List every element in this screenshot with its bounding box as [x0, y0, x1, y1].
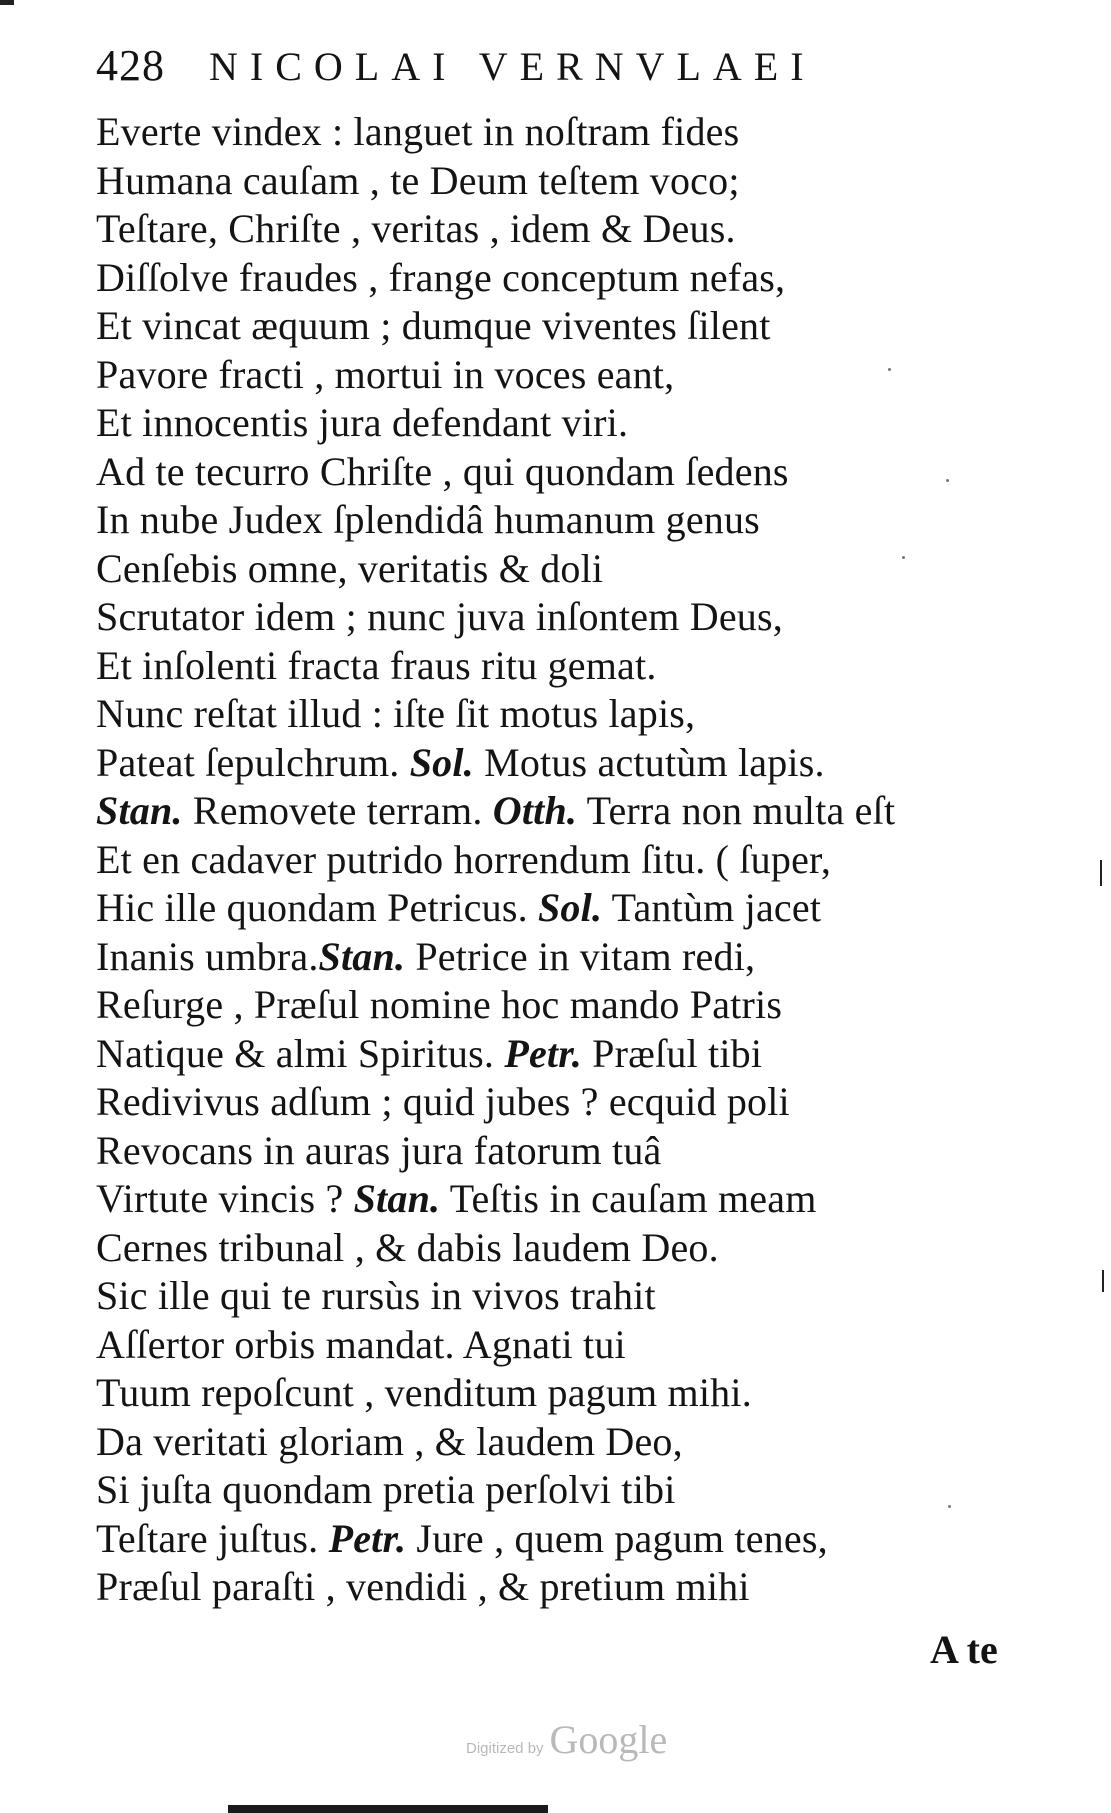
verse-text-segment: Redivivus adſum ; quid jubes ? ecquid poli	[96, 1079, 790, 1124]
speaker-name: Otth.	[492, 788, 578, 833]
verse-text-segment: Et innocentis jura defendant viri.	[96, 400, 629, 445]
margin-mark	[1100, 860, 1102, 886]
margin-mark	[1102, 1270, 1104, 1292]
verse-line	[96, 690, 1026, 739]
verse-text-segment: Motus actutùm lapis.	[473, 739, 825, 785]
verse-text-segment: Natique & almi Spiritus.	[96, 1030, 505, 1076]
verse-line	[96, 1030, 1026, 1079]
verse-line	[96, 1272, 1026, 1321]
verse-line	[96, 884, 1026, 933]
verse-text-segment: Nunc reſtat illud : iſte ſit motus lapis,	[96, 691, 696, 736]
verse-text-segment: Teſtis in cauſam meam	[440, 1176, 817, 1221]
verse-text-segment: Aſſertor orbis mandat. Agnati tui	[96, 1321, 626, 1367]
page-number: 428	[96, 41, 165, 90]
verse-line	[96, 739, 1026, 788]
verse-line	[96, 302, 1026, 351]
watermark-label: Digitized by	[466, 1740, 544, 1757]
paper-speck	[948, 1505, 951, 1508]
verse-text-segment: Everte vindex : languet in noſtram fides	[96, 109, 740, 154]
verse-text-segment: Jure , quem pagum tenes,	[406, 1515, 828, 1561]
speaker-name: Petr.	[328, 1515, 407, 1561]
verse-text-segment: Terra non multa eſt	[577, 788, 896, 833]
verse-text-segment: Scrutator idem ; nunc juva inſontem Deus,	[96, 594, 783, 639]
verse-text-segment: Ad te tecurro Chriſte , qui quondam ſedens	[96, 448, 789, 494]
verse-text-segment: Præſul paraſti , vendidi , & pretium mihi	[96, 1564, 750, 1609]
verse-text-segment: Cernes tribunal , & dabis laudem Deo.	[96, 1224, 719, 1270]
verse-text-segment: Sic ille qui te rursùs in vivos trahit	[96, 1273, 656, 1318]
verse-text-segment: Et inſolenti fracta fraus ritu gemat.	[96, 642, 657, 688]
verse-text-segment: Pavore fracti , mortui in voces eant,	[96, 351, 675, 397]
catchword: A te	[930, 1627, 998, 1672]
verse-line	[96, 1127, 1026, 1176]
verse-text-segment: Da veritati gloriam , & laudem Deo,	[96, 1418, 683, 1464]
google-logo: Google	[549, 1717, 668, 1762]
verse-text-segment: Si juſta quondam pretia perſolvi tibi	[96, 1467, 676, 1512]
verse-line	[96, 254, 1026, 303]
running-head: NICOLAI VERNVLAEI	[209, 44, 816, 89]
verse-text-segment: Et vincat æquum ; dumque viventes ſilent	[96, 303, 771, 348]
verse-text-segment: Reſurge , Præſul nomine hoc mando Patris	[96, 982, 783, 1027]
verse-line	[96, 351, 1026, 400]
verse-text-segment: Virtute vincis ?	[96, 1176, 354, 1221]
verse-line	[96, 1175, 1026, 1224]
verse-line	[96, 399, 1026, 448]
verse-text	[96, 108, 1026, 1612]
verse-line	[96, 981, 1026, 1030]
speaker-name: Stan.	[318, 933, 406, 979]
verse-line	[96, 1224, 1026, 1273]
verse-line	[96, 1321, 1026, 1370]
verse-text-segment: Præſul tibi	[581, 1030, 763, 1076]
speaker-name: Stan.	[353, 1176, 441, 1221]
verse-line	[96, 1418, 1026, 1467]
verse-text-segment: Tuum repoſcunt , venditum pagum mihi.	[96, 1370, 752, 1415]
verse-line	[96, 1563, 1026, 1612]
paper-speck	[902, 556, 905, 559]
verse-text-segment: Petrice in vitam redi,	[405, 933, 756, 979]
digitized-watermark	[466, 1716, 667, 1763]
speaker-name: Sol.	[537, 885, 603, 930]
verse-text-segment: Teſtare juſtus.	[96, 1515, 329, 1561]
verse-line	[96, 157, 1026, 206]
verse-line	[96, 787, 1026, 836]
verse-text-segment: Cenſebis omne, veritatis & doli	[96, 545, 604, 591]
verse-line	[96, 836, 1026, 885]
verse-line	[96, 1515, 1026, 1564]
verse-line	[96, 1369, 1026, 1418]
verse-line	[96, 496, 1026, 545]
paper-speck	[946, 479, 949, 482]
verse-line	[96, 1078, 1026, 1127]
verse-text-segment: Diſſolve fraudes , frange conceptum nefas,	[96, 254, 786, 300]
verse-line	[96, 933, 1026, 982]
verse-text-segment: Inanis umbra.	[96, 933, 319, 979]
verse-line	[96, 1466, 1026, 1515]
verse-text-segment: In nube Judex ſplendidâ humanum genus	[96, 497, 760, 542]
verse-text-segment: Humana cauſam , te Deum teſtem voco;	[96, 157, 740, 203]
speaker-name: Stan.	[96, 788, 183, 833]
verse-line	[96, 545, 1026, 594]
speaker-name: Petr.	[504, 1030, 582, 1076]
bottom-edge-shadow	[228, 1805, 548, 1813]
verse-line	[96, 205, 1026, 254]
speaker-name: Sol.	[409, 739, 474, 785]
corner-mark	[0, 0, 14, 5]
verse-text-segment: Revocans in auras jura fatorum tuâ	[96, 1127, 662, 1173]
verse-line	[96, 448, 1026, 497]
verse-line	[96, 593, 1026, 642]
verse-line	[96, 642, 1026, 691]
verse-text-segment: Teſtare, Chriſte , veritas , idem & Deus.	[96, 206, 736, 251]
verse-text-segment: Tantùm jacet	[602, 885, 822, 930]
verse-text-segment: Removete terram.	[182, 788, 493, 833]
verse-text-segment: Hic ille quondam Petricus.	[96, 885, 538, 930]
verse-line	[96, 108, 1026, 157]
verse-text-segment: Pateat ſepulchrum.	[96, 739, 410, 785]
paper-speck	[888, 368, 891, 371]
page-header	[96, 40, 996, 100]
verse-text-segment: Et en cadaver putrido horrendum ſitu. ( ſuper,	[96, 836, 832, 882]
